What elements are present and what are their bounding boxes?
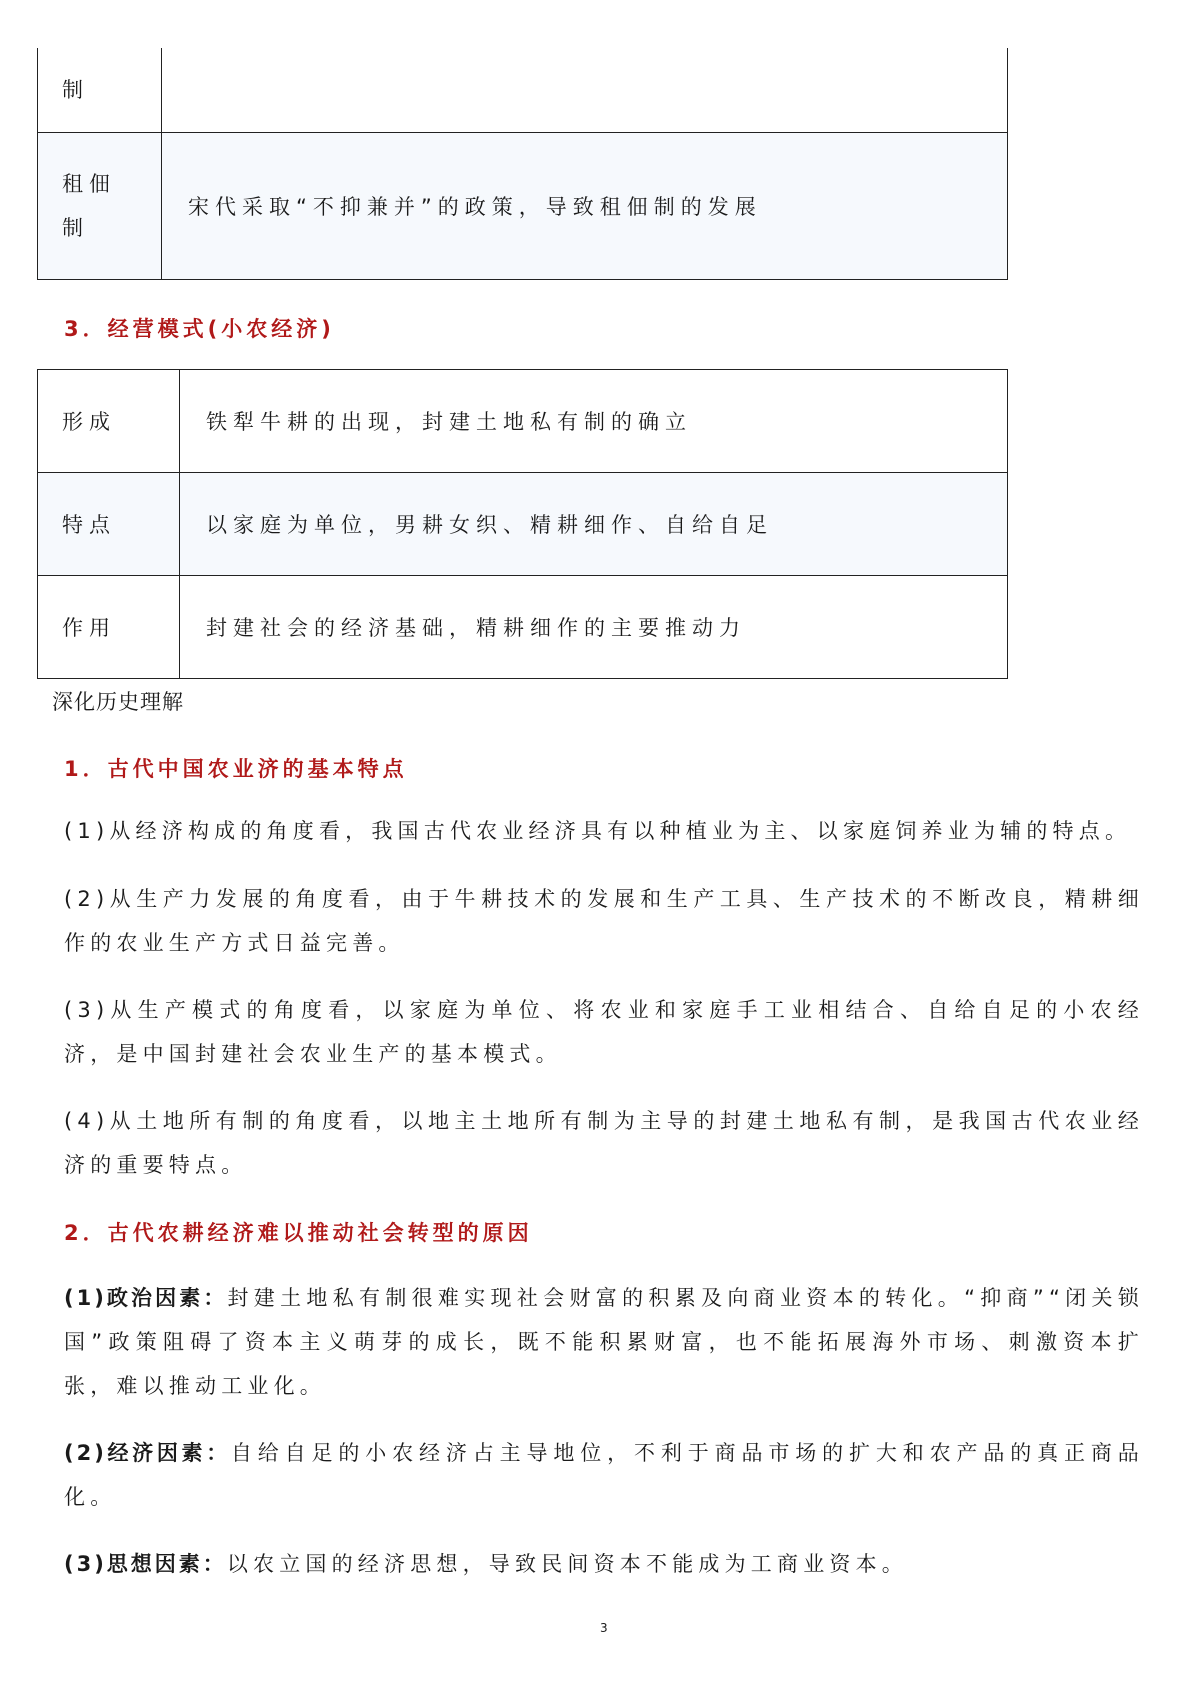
table-row	[38, 133, 1008, 280]
table-row	[38, 48, 1008, 133]
table-row	[38, 473, 1008, 576]
row-content: 以家庭为单位，男耕女织、精耕细作、自给自足	[180, 473, 1008, 576]
row-content	[162, 48, 1008, 133]
small-peasant-economy-table	[37, 369, 1008, 679]
section-heading: 3．经营模式(小农经济)	[64, 317, 335, 341]
paragraph-lead: (3)思想因素：	[64, 1552, 227, 1576]
page-number: 3	[600, 1621, 608, 1635]
paragraph: (3)从生产模式的角度看，以家庭为单位、将农业和家庭手工业相结合、自给自足的小农经济，是中国封建社会农业生产的基本模式。	[64, 998, 1144, 1066]
paragraph	[64, 1276, 1144, 1408]
subtitle: 深化历史理解	[52, 690, 184, 714]
row-content: 封建社会的经济基础，精耕细作的主要推动力	[180, 576, 1008, 679]
paragraph: (1)从经济构成的角度看，我国古代农业经济具有以种植业为主、以家庭饲养业为辅的特点。	[64, 819, 1132, 843]
table-row	[38, 576, 1008, 679]
section-heading: 1．古代中国农业济的基本特点	[64, 757, 408, 781]
paragraph-text: 以农立国的经济思想，导致民间资本不能成为工商业资本。	[226, 1552, 909, 1576]
paragraph	[64, 1431, 1144, 1519]
paragraph: (2)从生产力发展的角度看，由于牛耕技术的发展和生产工具、生产技术的不断改良，精耕细作的农业生产方式日益完善。	[64, 887, 1144, 955]
land-system-table	[37, 48, 1008, 280]
paragraph-lead: (1)政治因素：	[64, 1286, 228, 1310]
row-content: 铁犁牛耕的出现，封建土地私有制的确立	[180, 370, 1008, 473]
row-label: 租佃制	[38, 133, 162, 280]
section-heading: 2．古代农耕经济难以推动社会转型的原因	[64, 1221, 533, 1245]
paragraph-text: 封建土地私有制很难实现社会财富的积累及向商业资本的转化。“抑商”“闭关锁国”政策阻碍了资本主义萌芽的成长，既不能积累财富，也不能拓展海外市场、刺激资本扩张，难以推动工业化。	[64, 1286, 1144, 1398]
row-label: 制	[38, 48, 162, 133]
table-row	[38, 370, 1008, 473]
paragraph-text: 自给自足的小农经济占主导地位，不利于商品市场的扩大和农产品的真正商品化。	[64, 1441, 1145, 1509]
row-label: 特点	[38, 473, 180, 576]
row-label: 作用	[38, 576, 180, 679]
row-content: 宋代采取“不抑兼并”的政策，导致租佃制的发展	[162, 133, 1008, 280]
paragraph	[64, 1542, 1144, 1586]
paragraph: (4)从土地所有制的角度看，以地主土地所有制为主导的封建土地私有制，是我国古代农业经济的重要特点。	[64, 1109, 1144, 1177]
paragraph-lead: (2)经济因素：	[64, 1441, 231, 1465]
row-label: 形成	[38, 370, 180, 473]
